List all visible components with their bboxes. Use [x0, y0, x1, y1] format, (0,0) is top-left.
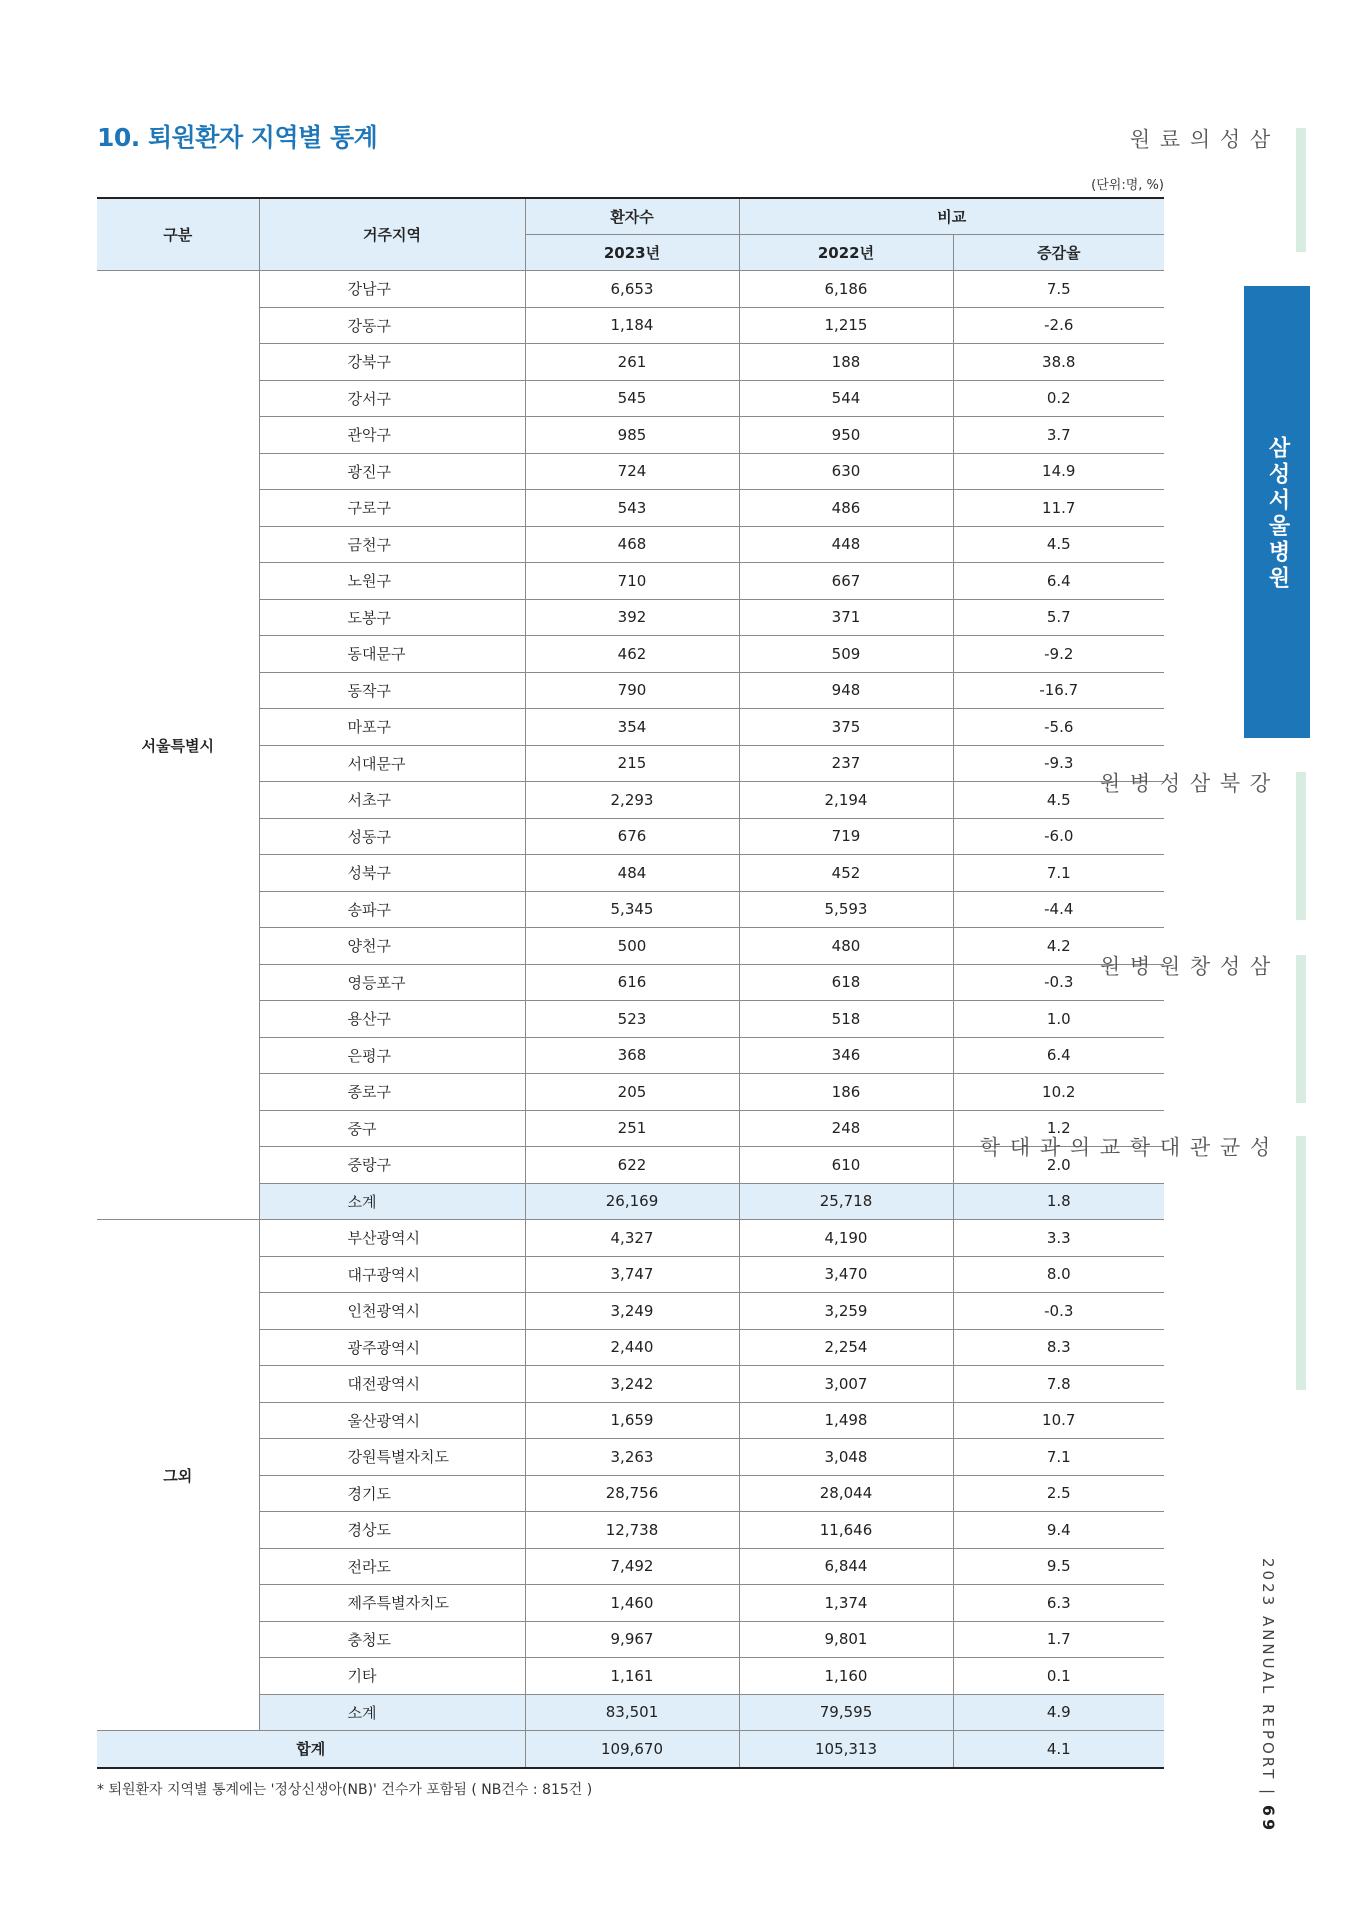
value-2022: 719 — [739, 818, 953, 855]
value-2022: 2,254 — [739, 1329, 953, 1366]
page-number: 69 — [1259, 1804, 1278, 1834]
value-2022: 1,160 — [739, 1658, 953, 1695]
region-name: 강북구 — [259, 344, 525, 381]
value-2023: 484 — [525, 855, 739, 892]
value-rate: 11.7 — [953, 490, 1164, 527]
region-name: 성북구 — [259, 855, 525, 892]
value-2023: 985 — [525, 417, 739, 454]
region-name: 종로구 — [259, 1074, 525, 1111]
value-rate: 4.5 — [953, 782, 1164, 819]
value-2023: 1,184 — [525, 307, 739, 344]
header-2022: 2022년 — [739, 235, 953, 271]
value-rate: 14.9 — [953, 453, 1164, 490]
value-2022: 3,259 — [739, 1293, 953, 1330]
side-tab-bar — [1296, 1136, 1306, 1390]
value-2023: 205 — [525, 1074, 739, 1111]
region-name: 강남구 — [259, 271, 525, 308]
value-2023: 7,492 — [525, 1548, 739, 1585]
header-rate: 증감율 — [953, 235, 1164, 271]
value-2023: 251 — [525, 1110, 739, 1147]
value-2023: 5,345 — [525, 891, 739, 928]
side-tab-label: 삼성의료원 — [1127, 128, 1271, 153]
value-2022: 667 — [739, 563, 953, 600]
value-2022: 248 — [739, 1110, 953, 1147]
value-2022: 6,844 — [739, 1548, 953, 1585]
value-2022: 188 — [739, 344, 953, 381]
value-rate: -16.7 — [953, 672, 1164, 709]
side-tab-label-active: 삼성서울병원 — [1265, 436, 1290, 592]
value-rate: -6.0 — [953, 818, 1164, 855]
value-2022: 544 — [739, 380, 953, 417]
value-rate: 0.2 — [953, 380, 1164, 417]
region-name: 기타 — [259, 1658, 525, 1695]
value-rate: 2.5 — [953, 1475, 1164, 1512]
value-2023: 3,249 — [525, 1293, 739, 1330]
value-2022: 950 — [739, 417, 953, 454]
region-name: 제주특별자치도 — [259, 1585, 525, 1622]
region-name: 마포구 — [259, 709, 525, 746]
group-label: 서울특별시 — [97, 271, 259, 1220]
region-name: 광진구 — [259, 453, 525, 490]
subtotal-rate: 4.9 — [953, 1694, 1164, 1731]
value-2023: 616 — [525, 964, 739, 1001]
region-name: 서대문구 — [259, 745, 525, 782]
region-name: 강원특별자치도 — [259, 1439, 525, 1476]
side-tab-bar — [1296, 128, 1306, 252]
value-rate: -5.6 — [953, 709, 1164, 746]
value-2023: 468 — [525, 526, 739, 563]
region-stats-table — [97, 197, 1164, 1769]
value-rate: -9.2 — [953, 636, 1164, 673]
region-name: 충청도 — [259, 1621, 525, 1658]
value-2023: 261 — [525, 344, 739, 381]
region-name: 인천광역시 — [259, 1293, 525, 1330]
value-rate: -0.3 — [953, 1293, 1164, 1330]
header-2023: 2023년 — [525, 235, 739, 271]
value-rate: 7.1 — [953, 855, 1164, 892]
region-name: 성동구 — [259, 818, 525, 855]
value-2022: 6,186 — [739, 271, 953, 308]
region-name: 중랑구 — [259, 1147, 525, 1184]
value-rate: 1.0 — [953, 1001, 1164, 1038]
value-2023: 1,161 — [525, 1658, 739, 1695]
value-2022: 1,498 — [739, 1402, 953, 1439]
value-2023: 500 — [525, 928, 739, 965]
side-tab-bar — [1296, 955, 1306, 1103]
value-2023: 1,460 — [525, 1585, 739, 1622]
value-2022: 448 — [739, 526, 953, 563]
value-2022: 630 — [739, 453, 953, 490]
value-2022: 2,194 — [739, 782, 953, 819]
header-region: 거주지역 — [259, 198, 525, 271]
value-2022: 3,470 — [739, 1256, 953, 1293]
region-name: 도봉구 — [259, 599, 525, 636]
table-body — [97, 271, 1164, 1768]
region-name: 은평구 — [259, 1037, 525, 1074]
region-name: 경기도 — [259, 1475, 525, 1512]
value-rate: 6.3 — [953, 1585, 1164, 1622]
region-name: 동작구 — [259, 672, 525, 709]
group-label: 그외 — [97, 1220, 259, 1731]
value-2022: 237 — [739, 745, 953, 782]
value-2023: 3,242 — [525, 1366, 739, 1403]
value-2023: 4,327 — [525, 1220, 739, 1257]
value-2023: 543 — [525, 490, 739, 527]
region-name: 서초구 — [259, 782, 525, 819]
value-rate: 9.5 — [953, 1548, 1164, 1585]
value-2023: 462 — [525, 636, 739, 673]
region-name: 금천구 — [259, 526, 525, 563]
value-2022: 3,048 — [739, 1439, 953, 1476]
value-rate: 2.0 — [953, 1147, 1164, 1184]
header-category: 구분 — [97, 198, 259, 271]
value-2022: 28,044 — [739, 1475, 953, 1512]
value-2023: 2,440 — [525, 1329, 739, 1366]
value-2023: 3,747 — [525, 1256, 739, 1293]
value-rate: 3.7 — [953, 417, 1164, 454]
value-2023: 676 — [525, 818, 739, 855]
value-2023: 790 — [525, 672, 739, 709]
side-tab-bar — [1296, 772, 1306, 920]
value-rate: 9.4 — [953, 1512, 1164, 1549]
value-2023: 6,653 — [525, 271, 739, 308]
value-2022: 486 — [739, 490, 953, 527]
value-2022: 375 — [739, 709, 953, 746]
subtotal-label: 소계 — [259, 1694, 525, 1731]
region-name: 송파구 — [259, 891, 525, 928]
value-rate: 7.1 — [953, 1439, 1164, 1476]
region-name: 중구 — [259, 1110, 525, 1147]
region-name: 강서구 — [259, 380, 525, 417]
footnote: * 퇴원환자 지역별 통계에는 '정상신생아(NB)' 건수가 포함됨 ( NB건수 : 815건 ) — [97, 1782, 593, 1798]
value-2022: 480 — [739, 928, 953, 965]
value-rate: 6.4 — [953, 1037, 1164, 1074]
annual-report-label — [1244, 1558, 1278, 1833]
region-name: 동대문구 — [259, 636, 525, 673]
region-name: 강동구 — [259, 307, 525, 344]
unit-note: (단위:명, %) — [1091, 178, 1164, 193]
value-rate: 6.4 — [953, 563, 1164, 600]
value-rate: 4.2 — [953, 928, 1164, 965]
region-name: 양천구 — [259, 928, 525, 965]
subtotal-label: 소계 — [259, 1183, 525, 1220]
value-rate: 0.1 — [953, 1658, 1164, 1695]
value-2022: 948 — [739, 672, 953, 709]
region-name: 광주광역시 — [259, 1329, 525, 1366]
value-2022: 9,801 — [739, 1621, 953, 1658]
value-2023: 2,293 — [525, 782, 739, 819]
page-title: 10. 퇴원환자 지역별 통계 — [97, 123, 378, 152]
region-name: 부산광역시 — [259, 1220, 525, 1257]
report-separator: | — [1259, 1789, 1277, 1798]
value-2023: 545 — [525, 380, 739, 417]
value-rate: 4.5 — [953, 526, 1164, 563]
value-rate: 3.3 — [953, 1220, 1164, 1257]
value-2023: 392 — [525, 599, 739, 636]
value-2022: 4,190 — [739, 1220, 953, 1257]
value-2022: 1,374 — [739, 1585, 953, 1622]
value-rate: -2.6 — [953, 307, 1164, 344]
side-tab-label: 성균관대학교 의과대학 — [977, 1136, 1271, 1161]
value-2023: 523 — [525, 1001, 739, 1038]
header-patients: 환자수 — [525, 198, 739, 235]
value-2023: 368 — [525, 1037, 739, 1074]
value-rate: 8.3 — [953, 1329, 1164, 1366]
region-name: 노원구 — [259, 563, 525, 600]
value-2022: 346 — [739, 1037, 953, 1074]
value-rate: 10.7 — [953, 1402, 1164, 1439]
total-2023: 109,670 — [525, 1731, 739, 1768]
value-rate: 5.7 — [953, 599, 1164, 636]
value-2023: 9,967 — [525, 1621, 739, 1658]
value-rate: -4.4 — [953, 891, 1164, 928]
subtotal-rate: 1.8 — [953, 1183, 1164, 1220]
value-rate: 38.8 — [953, 344, 1164, 381]
region-name: 구로구 — [259, 490, 525, 527]
header-compare: 비교 — [739, 198, 1164, 235]
subtotal-2023: 26,169 — [525, 1183, 739, 1220]
subtotal-2022: 79,595 — [739, 1694, 953, 1731]
value-2022: 3,007 — [739, 1366, 953, 1403]
total-row — [97, 1731, 1164, 1768]
side-tab-label: 강북삼성병원 — [1097, 772, 1271, 797]
value-2023: 12,738 — [525, 1512, 739, 1549]
value-rate: 1.2 — [953, 1110, 1164, 1147]
value-rate: -9.3 — [953, 745, 1164, 782]
value-2022: 11,646 — [739, 1512, 953, 1549]
value-rate: 8.0 — [953, 1256, 1164, 1293]
table-row — [97, 1220, 1164, 1257]
side-tab-label: 삼성창원병원 — [1097, 955, 1271, 980]
subtotal-2022: 25,718 — [739, 1183, 953, 1220]
value-2023: 28,756 — [525, 1475, 739, 1512]
value-rate: 7.8 — [953, 1366, 1164, 1403]
report-title: 2023 ANNUAL REPORT — [1259, 1558, 1277, 1782]
value-2022: 5,593 — [739, 891, 953, 928]
side-tab-seoul-hospital[interactable] — [1244, 286, 1310, 738]
value-rate: 1.7 — [953, 1621, 1164, 1658]
region-name: 영등포구 — [259, 964, 525, 1001]
value-2023: 724 — [525, 453, 739, 490]
value-2022: 610 — [739, 1147, 953, 1184]
value-rate: 10.2 — [953, 1074, 1164, 1111]
value-2022: 371 — [739, 599, 953, 636]
total-label: 합계 — [97, 1731, 525, 1768]
region-name: 울산광역시 — [259, 1402, 525, 1439]
region-name: 관악구 — [259, 417, 525, 454]
value-2023: 710 — [525, 563, 739, 600]
subtotal-2023: 83,501 — [525, 1694, 739, 1731]
value-2023: 215 — [525, 745, 739, 782]
region-name: 대구광역시 — [259, 1256, 525, 1293]
region-name: 대전광역시 — [259, 1366, 525, 1403]
value-rate: -0.3 — [953, 964, 1164, 1001]
value-2022: 518 — [739, 1001, 953, 1038]
region-name: 용산구 — [259, 1001, 525, 1038]
total-rate: 4.1 — [953, 1731, 1164, 1768]
value-2022: 618 — [739, 964, 953, 1001]
value-2022: 509 — [739, 636, 953, 673]
value-2022: 452 — [739, 855, 953, 892]
region-name: 전라도 — [259, 1548, 525, 1585]
value-2023: 622 — [525, 1147, 739, 1184]
value-2023: 3,263 — [525, 1439, 739, 1476]
region-name: 경상도 — [259, 1512, 525, 1549]
table-row — [97, 271, 1164, 308]
value-2023: 354 — [525, 709, 739, 746]
value-rate: 7.5 — [953, 271, 1164, 308]
value-2022: 186 — [739, 1074, 953, 1111]
total-2022: 105,313 — [739, 1731, 953, 1768]
value-2022: 1,215 — [739, 307, 953, 344]
value-2023: 1,659 — [525, 1402, 739, 1439]
